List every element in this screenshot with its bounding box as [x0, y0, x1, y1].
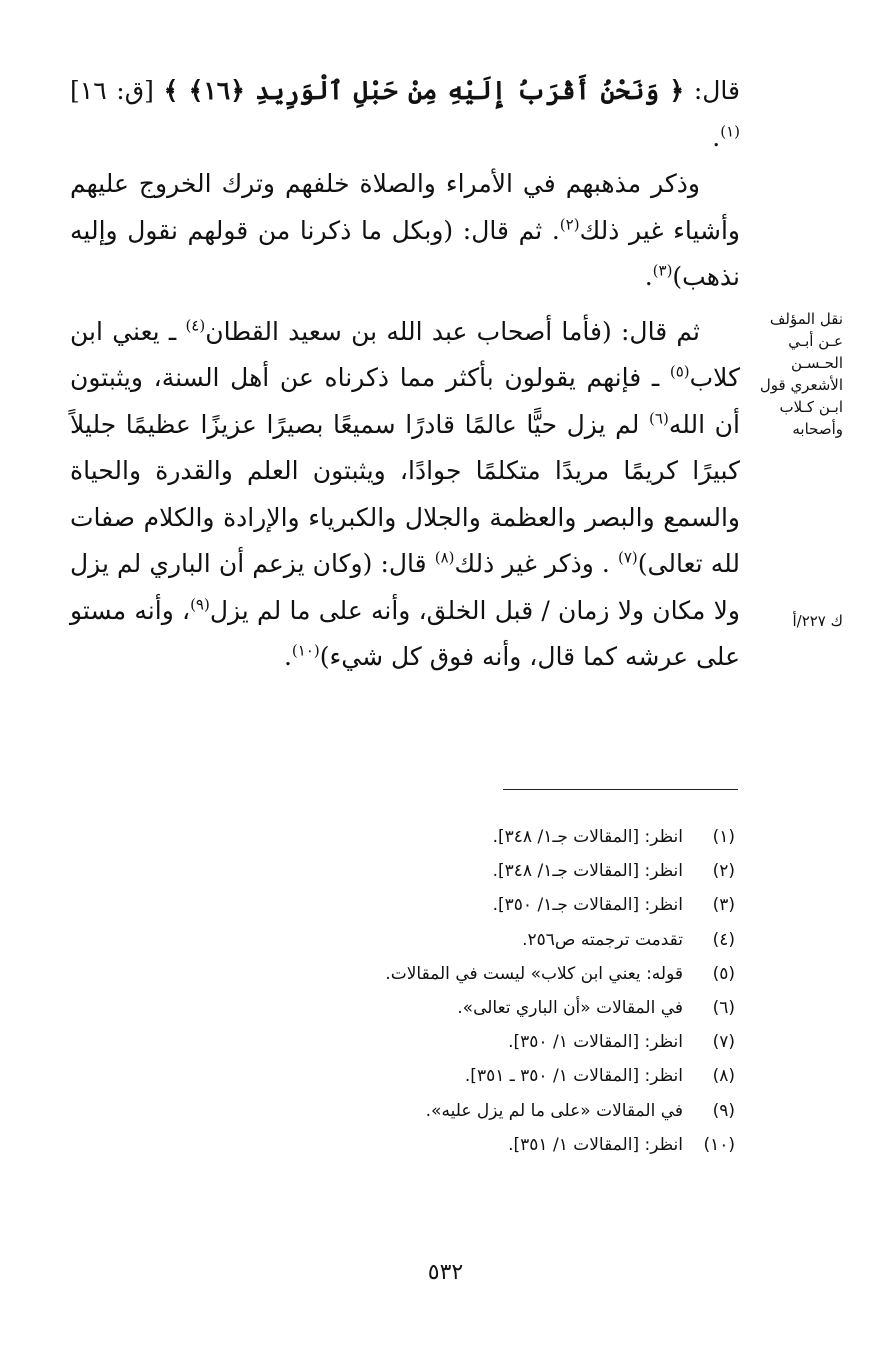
margin-note-line: وأصحابه: [792, 420, 843, 438]
paragraph-verse: [70, 68, 740, 161]
margin-section-note: [755, 308, 843, 440]
main-text-block: [70, 68, 740, 681]
footnote-item: [80, 1128, 735, 1162]
margin-note-line: الحـسـن: [790, 354, 843, 372]
footnote-number: (٨): [712, 1066, 735, 1087]
footnote-text: انظر: [المقالات جـ١/ ٣٥٠].: [492, 895, 683, 916]
footnote-text: انظر: [المقالات جـ١/ ٣٤٨].: [492, 861, 683, 882]
footnote-ref-6: (٦): [649, 409, 669, 428]
footnote-ref-2: (٢): [559, 215, 580, 234]
footnote-number: (٥): [712, 963, 735, 984]
quran-verse: ﴿ وَنَحْنُ أَقْرَبُ إِلَيْهِ مِنْ حَبْلِ ٱلْوَرِيدِ ﴿١٦﴾ ﴾: [163, 76, 685, 105]
text-segment: ـ فإنهم يقولون بأكثر مما ذكرناه عن أهل السنة، ويثبتون أن الله: [70, 363, 740, 439]
footnote-text: انظر: [المقالات جـ١/ ٣٤٨].: [492, 827, 683, 847]
footnote-ref-8: (٨): [434, 548, 455, 567]
footnote-text: تقدمت ترجمته ص٢٥٦.: [522, 929, 683, 950]
sentence-end: .: [712, 122, 721, 152]
footnote-text: انظر: [المقالات ١/ ٣٥٠ ـ ٣٥١].: [464, 1066, 683, 1087]
text-segment: لم يزل حيًّا عالمًا قادرًا سميعًا بصيرًا عزيزًا عظيمًا جليلاً كبيرًا كريمًا مريدًا متكلمًا جوادًا، ويثبتون العلم والقدرة والحياة والسمع والبصر والعظمة والجلال والكبرياء والإرادة والكلام صفات لله تعالى): [70, 409, 740, 578]
page-number: ٥٣٢: [427, 1260, 464, 1285]
margin-note-line: عـن أبـي: [788, 332, 843, 350]
margin-folio-marker: [755, 610, 843, 632]
footnote-text: انظر: [المقالات ١/ ٣٥٠].: [508, 1032, 683, 1053]
text-segment: .: [283, 642, 292, 671]
margin-note-line: الأشعري قول: [759, 376, 843, 394]
footnote-ref-1: (١): [720, 122, 740, 141]
footnote-number: (٦): [712, 998, 735, 1019]
verse-intro: قال:: [684, 76, 740, 105]
footnote-ref-4: (٤): [185, 316, 206, 335]
text-segment: وذكر مذهبهم في الأمراء والصلاة خلفهم وترك الخروج عليهم وأشياء غير ذلك: [70, 169, 740, 245]
footnote-number: (٢): [712, 861, 735, 882]
text-segment: ، وأنه مستو على عرشه كما قال، وأنه فوق كل شيء): [70, 595, 740, 671]
text-segment: . ثم قال: (وبكل ما ذكرنا من قولهم نقول وإليه نذهب): [70, 215, 740, 291]
footnote-ref-5: (٥): [669, 362, 690, 381]
footnote-item: [80, 854, 735, 888]
text-segment: ثم قال: (فأما أصحاب عبد الله بن سعيد القطان: [205, 316, 700, 346]
footnote-item: [80, 1094, 735, 1128]
footnote-ref-7: (٧): [617, 548, 638, 567]
footnote-number: (٣): [712, 895, 735, 916]
footnote-item: [80, 888, 735, 922]
footnote-item: [80, 1025, 735, 1059]
footnote-ref-10: (١٠): [291, 641, 320, 660]
footnote-ref-3: (٣): [652, 261, 673, 280]
footnote-number: (٧): [712, 1032, 735, 1053]
footnote-separator: [503, 789, 738, 790]
footnote-item: [80, 991, 735, 1025]
footnote-text: في المقالات «أن الباري تعالى».: [457, 998, 683, 1019]
verse-reference: [ق: ١٦]: [70, 76, 164, 105]
footnote-text: في المقالات «على ما لم يزل عليه».: [425, 1100, 683, 1121]
footnote-item: [80, 923, 735, 957]
footnote-number: (١): [712, 827, 735, 847]
footnote-number: (٩): [712, 1100, 735, 1121]
text-segment: ـ يعني ابن كلاب: [70, 316, 740, 392]
footnote-item: [80, 820, 735, 854]
text-segment: قال: (وكان يزعم أن الباري لم يزل ولا مكان ولا زمان / قبل الخلق، وأنه على ما لم يزل: [70, 549, 740, 625]
footnotes-list: [80, 820, 735, 1162]
footnote-text: انظر: [المقالات ١/ ٣٥١].: [508, 1134, 683, 1155]
text-segment: .: [644, 262, 653, 291]
footnote-number: (١٠): [703, 1134, 735, 1155]
footnote-number: (٤): [712, 929, 735, 950]
footnote-item: [80, 1059, 735, 1093]
folio-label: ك ٢٢٧/أ: [792, 612, 843, 630]
margin-note-line: نقل المؤلف: [769, 310, 843, 328]
text-segment: . وذكر غير ذلك: [454, 549, 618, 578]
paragraph-ibn-kullab: [70, 309, 740, 681]
paragraph-rulers: [70, 161, 740, 301]
margin-note-line: ابـن كـلاب: [779, 398, 843, 416]
footnote-item: [80, 957, 735, 991]
footnote-ref-9: (٩): [190, 595, 210, 614]
footnote-text: قوله: يعني ابن كلاب» ليست في المقالات.: [385, 963, 683, 984]
